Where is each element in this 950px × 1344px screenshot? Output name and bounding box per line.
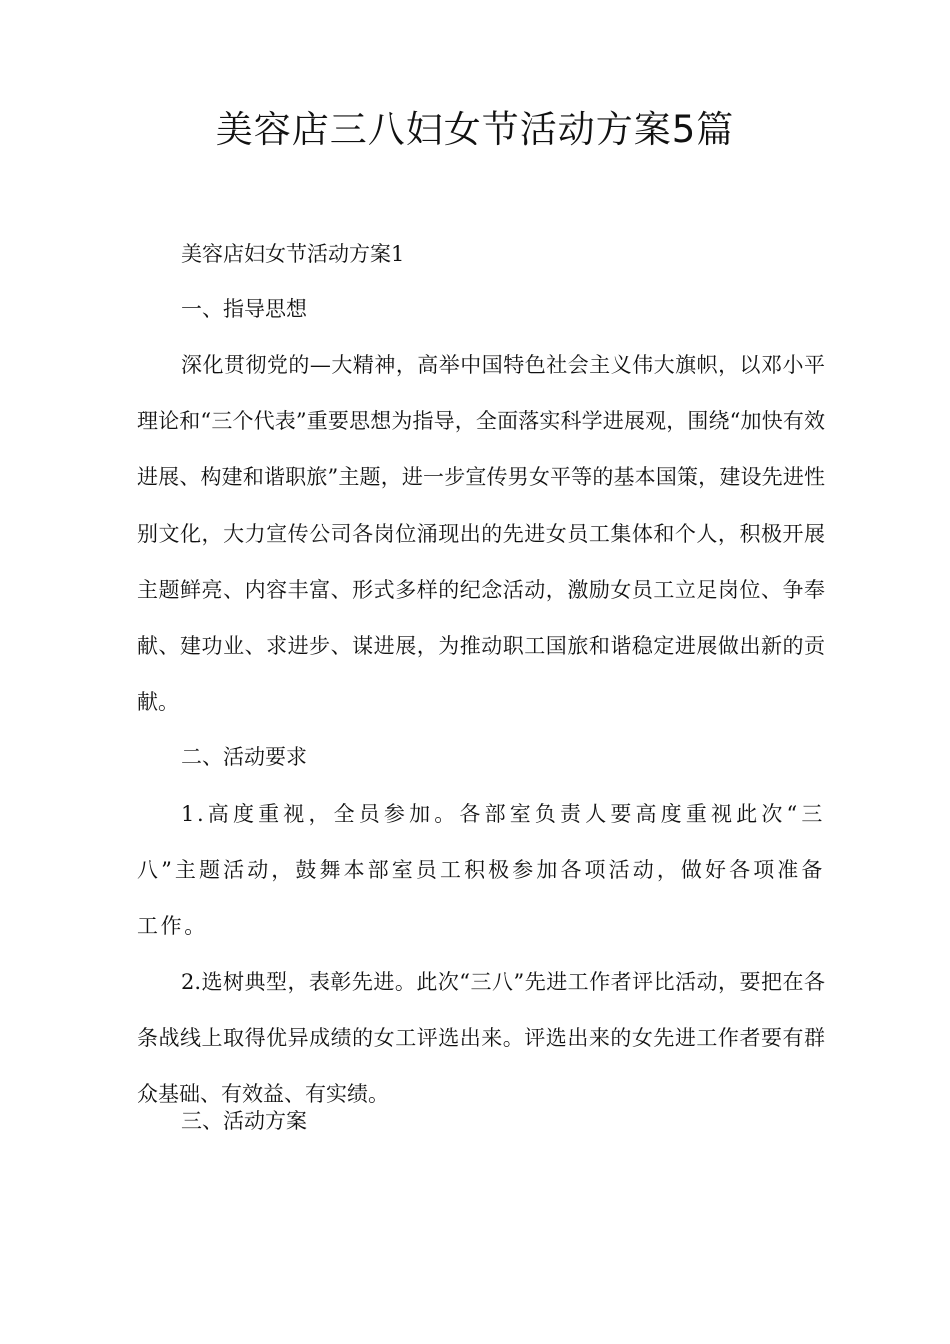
section-title: 美容店妇女节活动方案1: [181, 242, 405, 266]
heading-activity-plan: 三、活动方案: [181, 1109, 307, 1133]
document-title: 美容店三八妇女节活动方案5篇: [215, 108, 735, 151]
requirement-item-1: 1.高度重视，全员参加。各部室负责人要高度重视此次“三八”主题活动，鼓舞本部室员工积极参加各项活动，做好各项准备工作。: [137, 802, 825, 939]
paragraph-guiding-ideology: 深化贯彻党的—大精神，高举中国特色社会主义伟大旗帜，以邓小平理论和“三个代表”重要思想为指导，全面落实科学进展观，围绕“加快有效进展、构建和谐职旅”主题，进一步宣传男女平等的基本国策，建设先进性别文化，大力宣传公司各岗位涌现出的先进女员工集体和个人，积极开展主题鲜亮、内容丰富、形式多样的纪念活动，激励女员工立足岗位、争奉献、建功业、求进步、谋进展，为推动职工国旅和谐稳定进展做出新的贡献。: [137, 353, 825, 715]
heading-activity-requirements: 二、活动要求: [181, 745, 307, 769]
heading-guiding-ideology: 一、指导思想: [181, 297, 307, 321]
requirement-item-2: 2.选树典型，表彰先进。此次“三八”先进工作者评比活动，要把在各条战线上取得优异成绩的女工评选出来。评选出来的女先进工作者要有群众基础、有效益、有实绩。: [137, 970, 825, 1107]
